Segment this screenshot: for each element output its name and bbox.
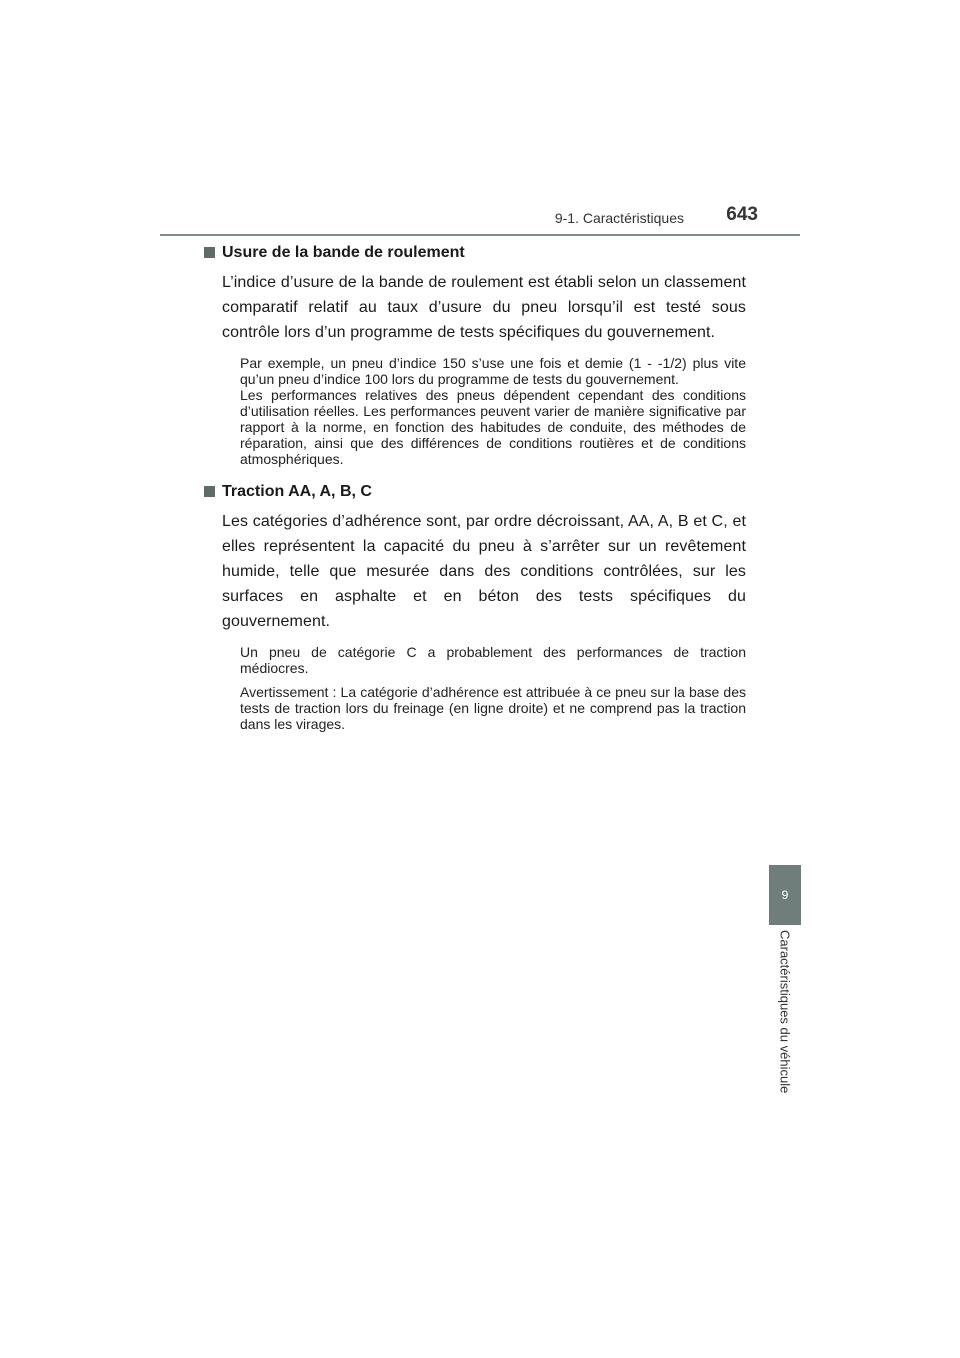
chapter-label-text: Caractéristiques du véhicule — [777, 930, 793, 1094]
section-body: L’indice d’usure de la bande de roulement est établi selon un classement comparatif relatif au taux d’usure du pneu lorsqu’il est testé sous contrôle lors d’un programme de tests spécifiques du gouvernement. — [222, 274, 746, 341]
section-heading — [202, 242, 746, 264]
page-number: 643 — [726, 204, 758, 225]
section-body: Les catégories d’adhérence sont, par ordre décroissant, AA, A, B et C, et elles représentent la capacité du pneu à s’arrêter sur un revêtement humide, telle que mesurée dans des conditions contrôlées, sur les surfaces en asphalte et en béton des tests spécifiques du gouvernement. — [222, 513, 746, 630]
section-note: Par exemple, un pneu d’indice 150 s’use une fois et demie (1 - -1/2) plus vite qu’un pneu d’indice 100 lors du programme de tests du gouvernement. — [240, 355, 746, 387]
section-title: 9-1. Caractéristiques — [554, 210, 684, 226]
section-heading — [202, 481, 746, 503]
section-heading-text: Usure de la bande de roulement — [222, 244, 465, 261]
section-note: Avertissement : La catégorie d’adhérence est attribuée à ce pneu sur la base des tests de traction lors du freinage (en ligne droite) et ne comprend pas la traction dans les virages. — [240, 684, 746, 732]
chapter-label — [771, 930, 799, 1118]
chapter-tab — [769, 865, 801, 925]
page-header — [160, 198, 800, 236]
section-traction — [222, 481, 746, 732]
section-note: Un pneu de catégorie C a probablement des performances de traction médiocres. — [240, 644, 746, 676]
header-divider — [160, 234, 800, 236]
page-content — [222, 242, 746, 746]
chapter-number: 9 — [781, 888, 789, 902]
section-tread-wear — [222, 242, 746, 467]
square-bullet-icon — [204, 486, 215, 497]
section-note: Les performances relatives des pneus dépendent cependant des conditions d’utilisation réelles. Les performances peuvent varier de manière significative par rapport à la norme, en fonction des habitudes de conduite, des méthodes de réparation, ainsi que des différences de conditions routières et de conditions atmosphériques. — [240, 387, 746, 467]
square-bullet-icon — [204, 247, 215, 258]
section-heading-text: Traction AA, A, B, C — [222, 483, 372, 500]
